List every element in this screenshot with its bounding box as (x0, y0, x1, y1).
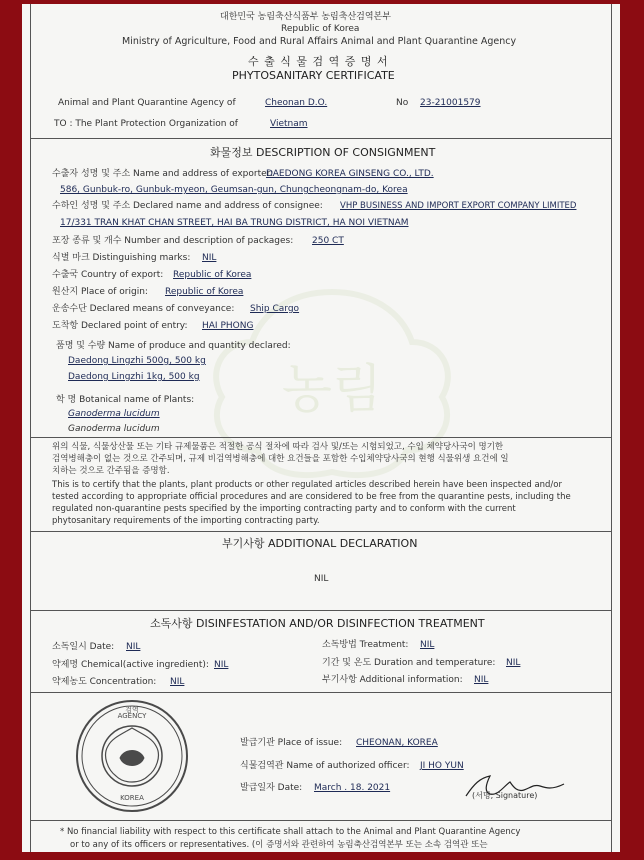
footer-line: or to any of its officers or representatives. (이 증명서와 관련하여 농림축산검역본부 또는 소속 검역관 또는 (70, 840, 488, 850)
cert-en-line: This is to certify that the plants, plant products or other regulated articles described herein have been inspected and/or (52, 480, 562, 490)
duration-value: NIL (506, 658, 521, 668)
origin-label: 원산지 Place of origin: (52, 287, 148, 297)
to-value: Vietnam (270, 119, 308, 129)
marks-value: NIL (202, 253, 217, 263)
title-en: PHYTOSANITARY CERTIFICATE (232, 69, 395, 82)
conveyance-label: 운송수단 Declared means of conveyance: (52, 304, 235, 314)
divider (30, 138, 612, 139)
divider (30, 692, 612, 693)
concentration-value: NIL (170, 677, 185, 687)
seal-text-kr: 검역 (125, 706, 139, 714)
treatment-heading: 소독사항 DISINFESTATION AND/OR DISINFECTION TREATMENT (150, 617, 485, 630)
country-en: Republic of Korea (281, 24, 360, 34)
issue-date-value: March . 18. 2021 (314, 783, 391, 793)
chemical-value: NIL (214, 660, 229, 670)
title-kr: 수 출 식 물 검 역 증 명 서 (248, 55, 389, 68)
agency-value: Cheonan D.O. (265, 98, 328, 108)
concentration-label: 약제농도 Concentration: (52, 677, 157, 687)
conveyance-value: Ship Cargo (250, 304, 300, 314)
divider (30, 610, 612, 611)
officer-value: JI HO YUN (420, 761, 464, 771)
footer-line: * No financial liability with respect to this certificate shall attach to the Animal and Plant Quarantine Agency (60, 827, 521, 837)
cert-kr-line: 위의 식물, 식물상산물 또는 기타 규제물품은 적절한 공식 절차에 따라 검사 및/또는 시험되었고, 수입 체약당사국이 명기한 (52, 442, 504, 452)
country-kr: 대한민국 농림축산식품부 농림축산검역본부 (220, 12, 391, 22)
divider (30, 820, 612, 821)
duration-label: 기간 및 온도 Duration and temperature: (322, 658, 496, 668)
botanical-label: 학 명 Botanical name of Plants: (56, 395, 195, 405)
consignee-label: 수하인 성명 및 주소 Declared name and address of consignee: (52, 201, 323, 211)
signature-label: (서명, Signature) (472, 791, 538, 800)
cert-en-line: tested according to appropriate official procedures and are considered to be free from the quarantine pests, including the (52, 492, 571, 502)
issue-place-label: 발급기관 Place of issue: (240, 738, 343, 748)
produce-line: Daedong Lingzhi 500g, 500 kg (68, 356, 206, 366)
seal-text-bottom: KOREA (120, 794, 144, 802)
produce-line: Daedong Lingzhi 1kg, 500 kg (68, 372, 200, 382)
chemical-label: 약제명 Chemical(active ingredient): (52, 660, 209, 670)
produce-label: 품명 및 수량 Name of produce and quantity declared: (56, 341, 291, 351)
treatment-date-value: NIL (126, 642, 141, 652)
botanical-line: Ganoderma lucidum (68, 424, 160, 434)
cert-no-label: No (396, 98, 409, 108)
ministry-en: Ministry of Agriculture, Food and Rural Affairs Animal and Plant Quarantine Agency (122, 36, 517, 47)
cert-en-line: phytosanitary requirements of the importing contracting party. (52, 516, 320, 526)
treatment-method-value: NIL (420, 640, 435, 650)
frame-right-line (611, 4, 612, 852)
issue-date-label: 발급일자 Date: (240, 783, 303, 793)
agency-label: Animal and Plant Quarantine Agency of (58, 98, 236, 108)
packages-value: 250 CT (312, 236, 344, 246)
exporter-address: 586, Gunbuk-ro, Gunbuk-myeon, Geumsan-gun, Chungcheongnam-do, Korea (60, 185, 408, 195)
cert-kr-line: 검역병해충이 없는 것으로 간주되며, 규제 비검역병해충에 대한 요건들을 포함한 수입체약당사국의 현행 식물위생 요건에 일 (52, 454, 509, 464)
additional-value: NIL (314, 574, 329, 584)
official-seal-stamp (74, 698, 190, 814)
consignment-heading: 화물정보 DESCRIPTION OF CONSIGNMENT (210, 146, 436, 159)
issue-place-value: CHEONAN, KOREA (356, 738, 438, 748)
seal-text-top: AGENCY (117, 712, 147, 720)
additional-info-value: NIL (474, 675, 489, 685)
cert-no-value: 23-21001579 (420, 98, 481, 108)
additional-info-label: 부기사항 Additional information: (322, 675, 463, 685)
divider (30, 437, 612, 438)
consignee-name: VHP BUSINESS AND IMPORT EXPORT COMPANY LIMITED (340, 201, 577, 211)
entry-value: HAI PHONG (202, 321, 254, 331)
consignee-address: 17/331 TRAN KHAT CHAN STREET, HAI BA TRUNG DISTRICT, HA NOI VIETNAM (60, 218, 409, 228)
origin-value: Republic of Korea (165, 287, 244, 297)
watermark-text: 농림 (281, 360, 383, 420)
botanical-line: Ganoderma lucidum (68, 409, 160, 419)
cert-en-line: regulated non-quarantine pests specified by the importing contracting party and to conform with the current (52, 504, 516, 514)
to-label: TO : The Plant Protection Organization of (54, 119, 238, 129)
marks-label: 식별 마크 Distinguishing marks: (52, 253, 191, 263)
officer-label: 식물검역관 Name of authorized officer: (240, 761, 410, 771)
frame-left-line (30, 4, 31, 852)
divider (30, 531, 612, 532)
additional-heading: 부기사항 ADDITIONAL DECLARATION (222, 537, 418, 550)
treatment-method-label: 소독방법 Treatment: (322, 640, 409, 650)
entry-label: 도착항 Declared point of entry: (52, 321, 188, 331)
certificate-document (22, 4, 620, 852)
exporter-name: DAEDONG KOREA GINSENG CO., LTD. (266, 169, 434, 179)
export-country-label: 수출국 Country of export: (52, 270, 164, 280)
cert-kr-line: 치하는 것으로 간주됨을 증명함. (52, 466, 170, 476)
exporter-label: 수출자 성명 및 주소 Name and address of exporter: (52, 169, 274, 179)
treatment-date-label: 소독일시 Date: (52, 642, 115, 652)
packages-label: 포장 종류 및 개수 Number and description of packages: (52, 236, 294, 246)
export-country-value: Republic of Korea (173, 270, 252, 280)
